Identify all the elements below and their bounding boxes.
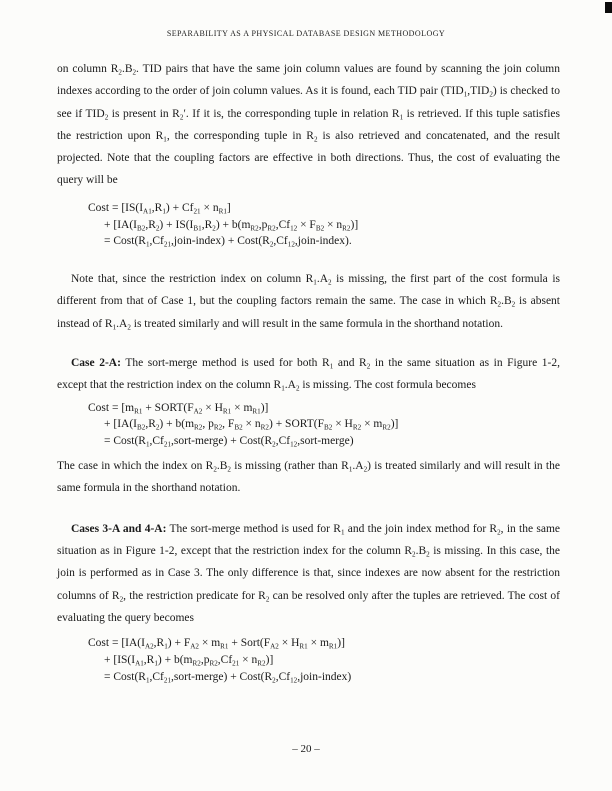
formula-line: Cost = [$m_{R1}$ + $SORT(F_{A2} \times H_{R1} \times m_{R1})$] bbox=[88, 401, 269, 415]
running-header: SEPARABILITY AS A PHYSICAL DATABASE DESIGN METHODOLOGY bbox=[166, 29, 446, 38]
paragraph-join-index-continuation: on column $R_2.B_2$. TID pairs that have the same join column values are found by scanning the join column indexes according to the order of join column values. As it is found, each TID pair $(TID_1,TID_2)$ is checked to see if $TID_2$ is present in $R_2'$. If it is, the corresponding tuple in relation $R_1$ is retrieved. If this tuple satisfies the restriction upon $R_1$, the corresponding tuple in $R_2$ is also retrieved and concatenated, and the result projected. Note that the coupling factors are effective in both directions. Thus, the cost of evaluating the query will be bbox=[57, 63, 561, 187]
formula-line: + [$IA(I_{B2},R_2) + b(m_{R2}$, $p_{R2}$, $F_{B2} \times n_{R2}$) + $SORT(F_{B2} \times H_{R2} \times m_{R2})$] bbox=[104, 418, 399, 432]
formula-line: = $Cost(R_1,Cf_{21},join-index)$ + $Cost(R_2,Cf_{12},join-index)$. bbox=[104, 235, 352, 249]
scan-artifact-mark bbox=[605, 2, 612, 13]
cost-formula-case-1a bbox=[88, 200, 560, 250]
formula-line: Cost = [$IA(I_{A2},R_1) + F_{A2} \times m_{R1}$ + $Sort(F_{A2} \times H_{R1} \times m_{R1})$] bbox=[88, 637, 345, 651]
formula-line: + $[IS(I_{A1},R_1) + b(m_{R2},p_{R2},Cf_{21} \times n_{R2})]$ bbox=[104, 653, 274, 668]
paragraph-case-2a: Case 2-A: The sort-merge method is used for both $R_1$ and $R_2$ in the same situation as in Figure 1-2, except that the restriction index on the column $R_1.A_2$ is missing. The cost formula becomes bbox=[57, 357, 560, 393]
page-number: – 20 – bbox=[292, 743, 320, 755]
formula-line: = $Cost(R_1,Cf_{21},sort-merge)$ + $Cost(R_2,Cf_{12},sort-merge)$ bbox=[104, 435, 354, 449]
formula-line: Cost = $[IS(I_{A1},R_1) + Cf_{21} \times n_{R1}]$ bbox=[88, 201, 231, 216]
paragraph-index-missing-note: The case in which the index on $R_2.B_2$ is missing (rather than $R_1.A_2$) is treated similarly and will result in the same formula in the shorthand notation. bbox=[57, 460, 560, 495]
cost-formula-case-2a bbox=[88, 400, 560, 450]
cost-formula-cases-3a-4a bbox=[88, 635, 560, 685]
paragraph-cases-3a-4a: Cases 3-A and 4-A: The sort-merge method is used for $R_1$ and the join index method for $R_2$, in the same situation as in Figure 1-2, except that the restriction index for the column $R_2.B_2$ is missing. In this case, the join is performed as in Case 3. The only difference is that, since indexes are now absent for the restriction columns of $R_2$, the restriction predicate for $R_2$ can be resolved only after the tuples are retrieved. The cost of evaluating the query becomes bbox=[57, 522, 560, 624]
page-body bbox=[57, 58, 560, 686]
formula-line: = $Cost(R_1,Cf_{21},sort-merge)$ + $Cost(R_2,Cf_{12},join-index)$ bbox=[104, 670, 352, 684]
paragraph-note-restriction-index: Note that, since the restriction index on column $R_1.A_2$ is missing, the first part of the cost formula is different from that of Case 1, but the coupling factors remain the same. The case in which $R_2.B_2$ is absent instead of $R_1.A_2$ is treated similarly and will result in the same formula in the shorthand notation. bbox=[57, 273, 560, 332]
formula-line: + $[IA(I_{B2},R_2) + IS(I_{B1},R_2) + b(m_{R2},p_{R2},Cf_{12} \times F_{B2} \times n_{R2})]$ bbox=[104, 218, 359, 232]
